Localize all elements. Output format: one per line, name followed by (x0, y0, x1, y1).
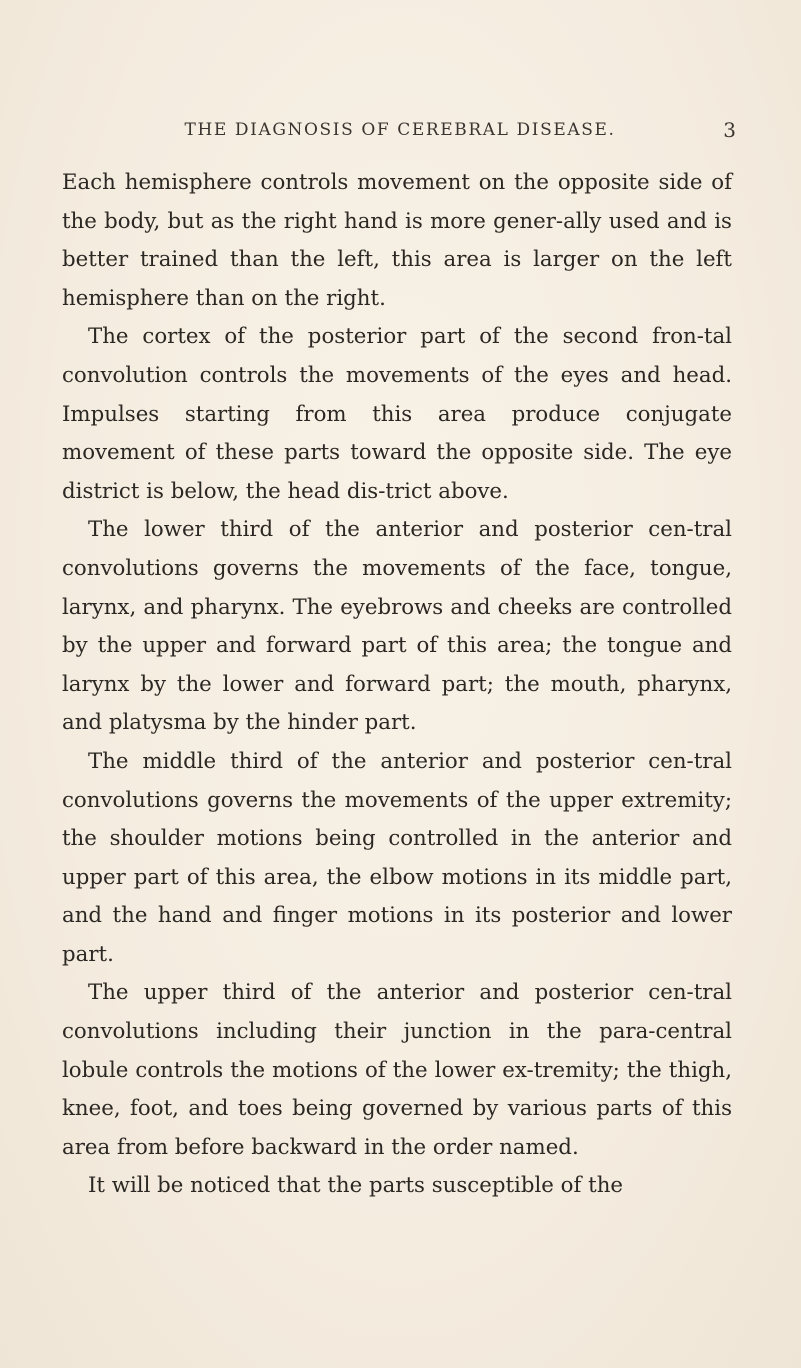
page-number: 3 (723, 118, 736, 142)
running-head (62, 118, 738, 148)
running-title: THE DIAGNOSIS OF CEREBRAL DISEASE. (184, 120, 616, 140)
paragraph-upper-third: The upper third of the anterior and posterior cen-tral convolutions including their junction in the para-central lobule controls the motions of the lower ex-tremity; the thigh, knee, foot, and toes being governed by various parts of this area from before backward in the order named. (62, 980, 732, 1160)
paragraph-middle-third: The middle third of the anterior and posterior cen-tral convolutions governs the movements of the upper extremity; the shoulder motions being controlled in the anterior and upper part of this area, the elbow motions in its middle part, and the hand and finger motions in its posterior and lower part. (62, 748, 732, 967)
paragraph-hemisphere-control: Each hemisphere controls movement on the opposite side of the body, but as the right hand is more gener-ally used and is better trained than the left, this area is larger on the left hemisphere than on the right. (62, 170, 732, 311)
paragraph-lower-third: The lower third of the anterior and posterior cen-tral convolutions governs the movements of the face, tongue, larynx, and pharynx. The eyebrows and cheeks are controlled by the upper and forward part of this area; the tongue and larynx by the lower and forward part; the mouth, pharynx, and platysma by the hinder part. (62, 517, 732, 736)
body-text (62, 164, 732, 1206)
paragraph-frontal-convolution: The cortex of the posterior part of the second fron-tal convolution controls the movements of the eyes and head. Impulses starting from this area produce conjugate movement of these parts toward the opposite side. The eye district is below, the head dis-trict above. (62, 324, 732, 504)
paragraph-continuation: It will be noticed that the parts susceptible of the (88, 1173, 624, 1199)
